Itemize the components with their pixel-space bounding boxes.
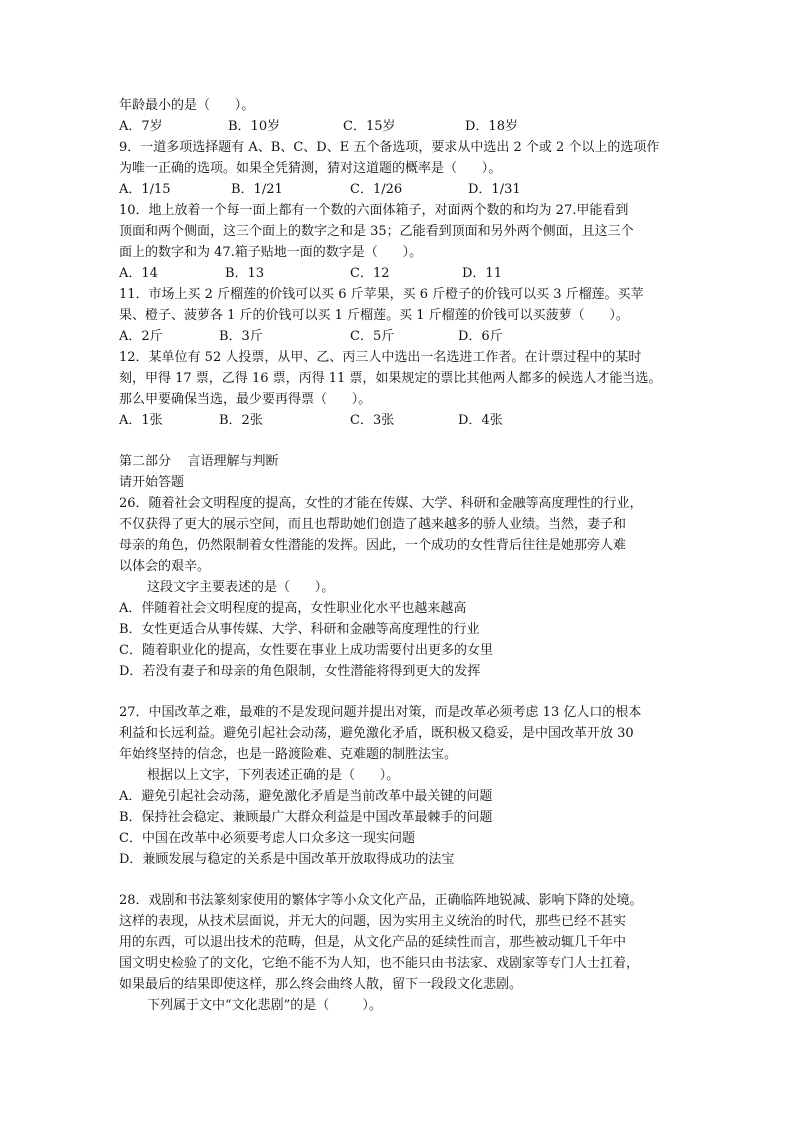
question-27-line-3: 年始终坚持的信念，也是一路渡险难、克难题的制胜法宝。	[119, 747, 458, 762]
option-c: C．5斤	[350, 329, 395, 344]
question-27-option-a: A．避免引起社会动荡，避免激化矛盾是当前改革中最关键的问题	[119, 789, 493, 804]
option-a: A．7岁	[119, 119, 163, 134]
question-27-option-d: D．兼顾发展与稳定的关系是中国改革开放取得成功的法宝	[119, 852, 455, 867]
option-c: C．1/26	[350, 182, 403, 197]
question-26-line-3: 母亲的角色，仍然限制着女性潜能的发挥。因此，一个成功的女性背后往往是她那旁人难	[119, 538, 627, 553]
option-a: A．1张	[119, 413, 163, 428]
option-d: D．6斤	[458, 329, 503, 344]
option-a: A．2斤	[119, 329, 163, 344]
question-11-line-1: 11．市场上买 2 斤榴莲的价钱可以买 6 斤苹果，买 6 斤橙子的价钱可以买 3 斤榴莲。买苹	[119, 287, 644, 302]
question-26-option-d: D．若没有妻子和母亲的角色限制，女性潜能将得到更大的发挥	[119, 664, 481, 679]
question-9-line-2: 为唯一正确的选项。如果全凭猜测，猜对这道题的概率是（ ）。	[119, 161, 502, 176]
question-12-line-3: 那么甲要确保当选，最少要再得票（ ）。	[119, 392, 372, 407]
question-11-line-2: 果、橙子、菠萝各 1 斤的价钱可以买 1 斤榴莲。买 1 斤榴莲的价钱可以买菠萝（ ）。	[119, 308, 629, 323]
question-12-options	[119, 411, 719, 431]
option-b: B．3斤	[219, 329, 263, 344]
question-26-line-2: 不仅获得了更大的展示空间，而且也帮助她们创造了越来越多的骄人业绩。当然，妻子和	[119, 517, 627, 532]
option-d: D．4张	[458, 413, 503, 428]
section-title: 第二部分 言语理解与判断	[119, 454, 279, 469]
question-9-line-1: 9．一道多项选择题有 A、B、C、D、E 五个备选项，要求从中选出 2 个或 2 个以上的选项作	[119, 140, 660, 155]
section-subtitle: 请开始答题	[119, 475, 185, 490]
question-26-option-a: A．伴随着社会文明程度的提高，女性职业化水平也越来越高	[119, 601, 467, 616]
question-11-options	[119, 327, 719, 347]
question-10-line-3: 面上的数字和为 47.箱子贴地一面的数字是（ ）。	[119, 245, 423, 260]
question-12-line-1: 12．某单位有 52 人投票，从甲、乙、丙三人中选出一名选进工作者。在计票过程中的某时	[119, 350, 642, 365]
option-d: D．1/31	[468, 182, 521, 197]
option-c: C．12	[350, 266, 390, 281]
question-26-option-c: C．随着职业化的提高，女性要在事业上成功需要付出更多的女里	[119, 643, 493, 658]
question-26-option-b: B．女性更适合从事传媒、大学、科研和金融等高度理性的行业	[119, 622, 480, 637]
option-a: A．14	[119, 266, 158, 281]
question-10-options	[119, 264, 719, 284]
option-b: B．10岁	[228, 119, 281, 134]
question-10-line-1: 10．地上放着一个每一面上都有一个数的六面体箱子，对面两个数的和均为 27.甲能看到	[119, 203, 629, 218]
option-c: C．15岁	[343, 119, 396, 134]
option-b: B．1/21	[231, 182, 283, 197]
answer-options	[119, 117, 719, 137]
question-10-line-2: 顶面和两个侧面，这三个面上的数字之和是 35；乙能看到顶面和另外两个侧面，且这三个	[119, 224, 634, 239]
question-9-options	[119, 180, 719, 200]
option-a: A．1/15	[119, 182, 171, 197]
option-b: B．13	[225, 266, 265, 281]
question-tail-text: 年龄最小的是（ ）。	[119, 98, 255, 113]
question-28-line-1: 28．戏剧和书法篆刻家使用的繁体字等小众文化产品，正确临阵地锐减、影响下降的处境。	[119, 893, 643, 908]
option-c: C．3张	[350, 413, 395, 428]
option-d: D．18岁	[465, 119, 518, 134]
question-28-line-4: 国文明史检验了的文化，它绝不能不为人知，也不能只由书法家、戏剧家等专门人士扛着，	[119, 956, 640, 971]
question-28-line-2: 这样的表现，从技术层面说，并无大的问题，因为实用主义统治的时代，那些已经不甚实	[119, 914, 627, 929]
question-27-option-b: B．保持社会稳定、兼顾最广大群众利益是中国改革最棘手的问题	[119, 810, 493, 825]
question-26-prompt: 这段文字主要表述的是（ ）。	[147, 580, 335, 595]
option-b: B．2张	[219, 413, 263, 428]
question-27-option-c: C．中国在改革中必须要考虑人口众多这一现实问题	[119, 831, 415, 846]
question-28-prompt: 下列属于文中“文化悲剧”的是（ ）。	[147, 998, 382, 1013]
question-28-line-3: 用的东西，可以退出技术的范畴，但是，从文化产品的延续性而言，那些被动辄几千年中	[119, 935, 627, 950]
question-26-line-1: 26．随着社会文明程度的提高，女性的才能在传媒、大学、科研和金融等高度理性的行业，	[119, 496, 643, 511]
option-d: D．11	[462, 266, 502, 281]
question-27-line-2: 利益和长远利益。避免引起社会动荡，避免激化矛盾，既积极又稳妥，是中国改革开放 30	[119, 726, 634, 741]
question-27-prompt: 根据以上文字，下列表述正确的是（ ）。	[147, 768, 400, 783]
question-28-line-5: 如果最后的结果即使这样，那么终会曲终人散，留下一段段文化悲剧。	[119, 977, 523, 992]
question-26-line-4: 以体会的艰辛。	[119, 559, 211, 574]
question-27-line-1: 27．中国改革之难，最难的不是发现问题并提出对策，而是改革必须考虑 13 亿人口的根本	[119, 705, 642, 720]
question-12-line-2: 刻，甲得 17 票，乙得 16 票，丙得 11 票，如果规定的票比其他两人都多的候选人才能当选。	[119, 371, 662, 386]
